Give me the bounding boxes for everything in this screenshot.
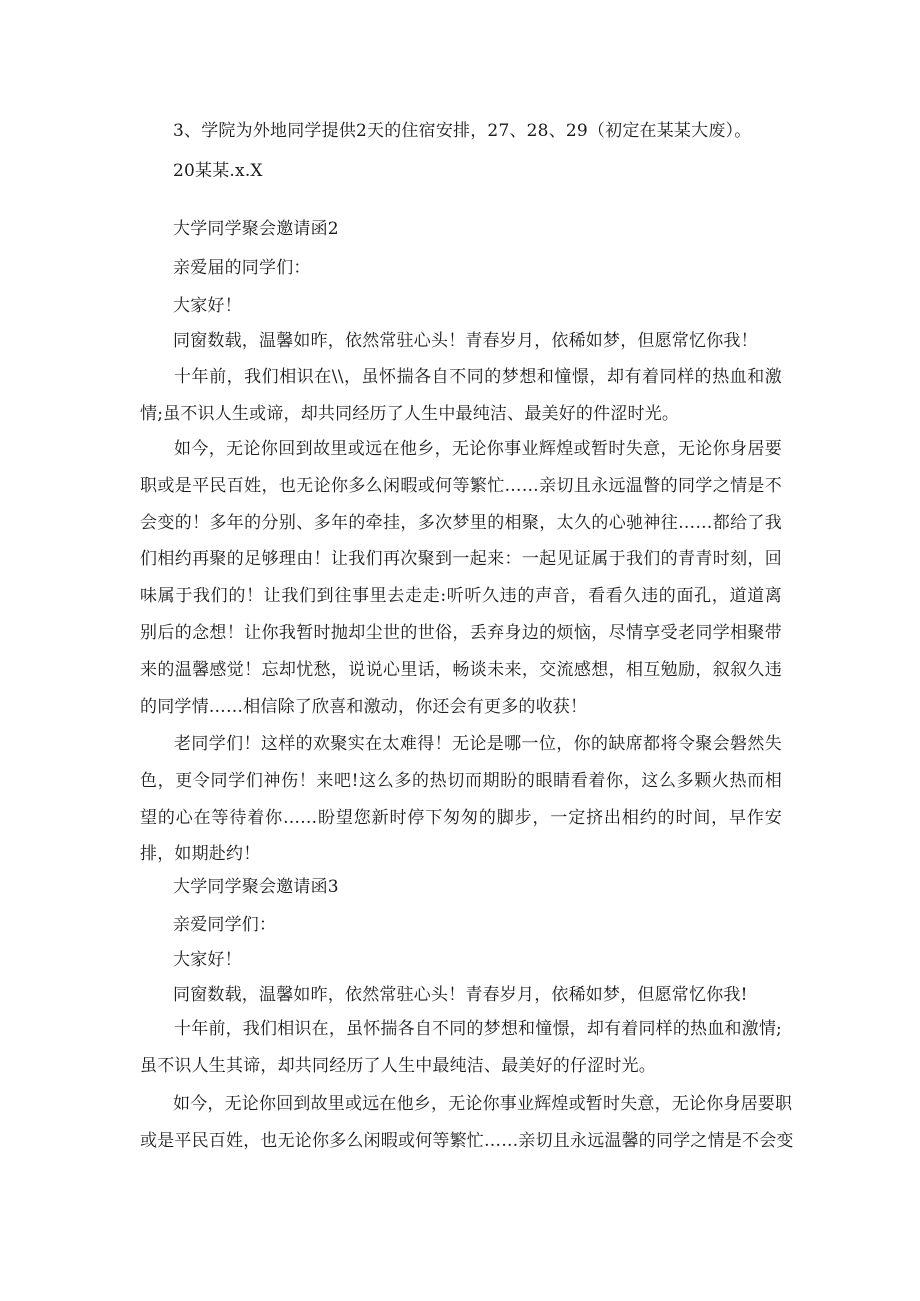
letter3-paragraph-1: 同窗数载，温馨如昨，依然常驻心头！青春岁月，依稀如梦，但愿常忆你我! — [173, 985, 748, 1005]
letter2-paragraph-3: 如今，无论你回到故里或远在他乡，无论你事业辉煌或暂时失意，无论你身居要职或是平民百姓，也无论你多么闲暇或何等繁忙……亲切且永远温瞥的同学之情是不会变的！多年的分别、多年的牵挂，多次梦里的相聚，太久的心驰神往……都给了我们相约再聚的足够理由！让我们再次聚到一起来：一起见证属于我们的青青时刻，回味属于我们的！让我们到往事里去走走:听听久违的声音，看看久违的面孔，道道离别后的念想！让你我暂时抛却尘世的世俗，丢弃身边的烦恼，尽情享受老同学相聚带来的温馨感觉！忘却忧愁，说说心里话，畅谈未来，交流感想，相互勉励，叙叙久违的同学情……相信除了欣喜和激动，你还会有更多的收获！ — [140, 439, 782, 717]
letter2-paragraph-1: 同窗数载，温馨如昨，依然常驻心头！青春岁月，依稀如梦，但愿常忆你我！ — [173, 331, 758, 351]
letter3-greeting: 亲爱同学们： — [173, 915, 277, 935]
date-line: 20某某.x.X — [173, 161, 263, 181]
letter2-hello: 大家好！ — [173, 296, 242, 316]
letter2-paragraph-4: 老同学们！这样的欢聚实在太难得！无论是哪一位，你的缺席都将令聚会磐然失色，更令同学们神伤！来吧!这么多的热切而期盼的眼睛看着你，这么多颗火热而相望的心在等待着你……盼望您新时停下匆匆的脚步，一定挤出相约的时间，早作安排，如期赴约！ — [140, 734, 782, 865]
accommodation-note: 3、学院为外地同学提供2天的住宿安排，27、28、29（初定在某某大废）。 — [173, 121, 752, 141]
letter2-paragraph-2: 十年前，我们相识在\\，虽怀揣各自不同的梦想和憧憬，却有着同样的热血和激情;虽不识人生或谛，却共同经历了人生中最纯洁、最美好的件涩时光。 — [140, 367, 782, 424]
letter3-paragraph-2: 十年前，我们相识在，虽怀揣各自不同的梦想和憧憬，却有着同样的热血和激情;虽不识人生其谛，却共同经历了人生中最纯洁、最美好的仔涩时光。 — [140, 1019, 782, 1076]
letter3-paragraph-3-line-1: 如今，无论你回到故里或远在他乡，无论你事业辉煌或暂时失意，无论你身居要职 — [173, 1094, 793, 1114]
letter3-hello: 大家好！ — [173, 950, 242, 970]
letter3-paragraph-3-line-2: 或是平民百姓，也无论你多么闲暇或何等繁忙……亲切且永远温馨的同学之情是不会变 — [140, 1131, 794, 1151]
letter2-greeting: 亲爱届的同学们： — [173, 258, 311, 278]
letter3-title: 大学同学聚会邀请函3 — [173, 877, 339, 897]
letter2-title: 大学同学聚会邀请函2 — [173, 219, 339, 239]
